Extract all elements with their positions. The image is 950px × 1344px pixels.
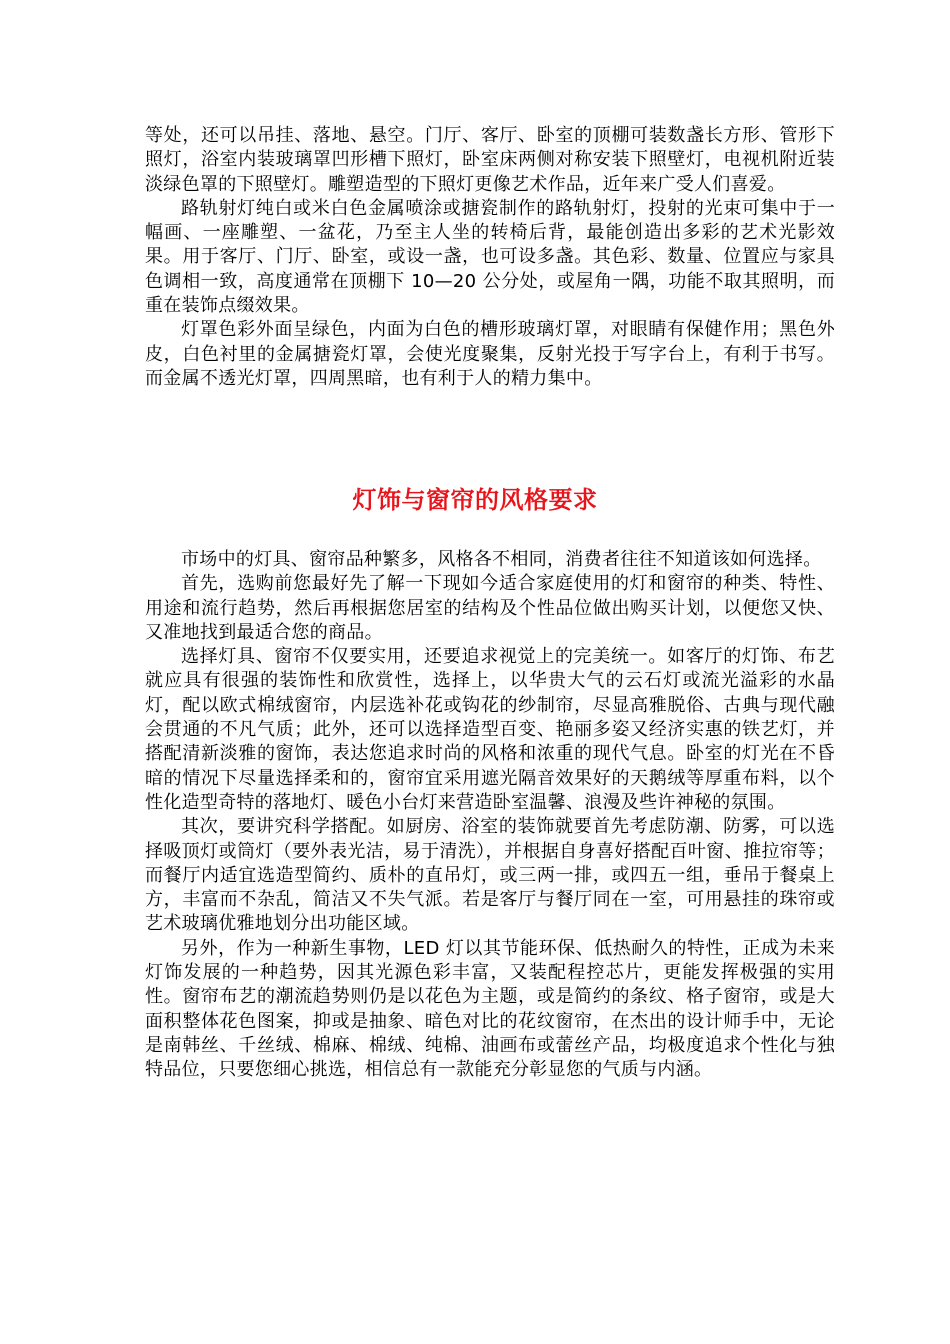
main-text-section <box>145 548 835 1083</box>
paragraph-additionally: 另外，作为一种新生事物，LED 灯以其节能环保、低热耐久的特性，正成为未来灯饰发展的一种趋势，因其光源色彩丰富，又装配程控芯片，更能发挥极强的实用性。窗帘布艺的潮流趋势则仍是以花色为主题，或是简约的条纹、格子窗帘，或是大面积整体花色图案，抑或是抽象、暗色对比的花纹窗帘，在杰出的设计师手中，无论是南韩丝、千丝绒、棉麻、棉绒、纯棉、油画布或蕾丝产品，均极度追求个性化与独特品位，只要您细心挑选，相信总有一款能充分彰显您的气质与内涵。 <box>145 937 835 1081</box>
paragraph-first: 首先，选购前您最好先了解一下现如今适合家庭使用的灯和窗帘的种类、特性、用途和流行趋势，然后再根据您居室的结构及个性品位做出购买计划，以便您又快、又准地找到最适合您的商品。 <box>145 573 835 643</box>
continued-text-section <box>145 124 835 391</box>
paragraph-visual-unity: 选择灯具、窗帘不仅要实用，还要追求视觉上的完美统一。如客厅的灯饰、布艺就应具有很强的装饰性和欣赏性，选择上，以华贵大气的云石灯或流光溢彩的水晶灯，配以欧式棉绒窗帘，内层选补花或钩花的纱制帘，尽显高雅脱俗、古典与现代融会贯通的不凡气质；此外，还可以选择造型百变、艳丽多姿又经济实惠的铁艺灯，并搭配清新淡雅的窗饰，表达您追求时尚的风格和浓重的现代气息。卧室的灯光在不昏暗的情况下尽量选择柔和的，窗帘宜采用遮光隔音效果好的天鹅绒等厚重布料，以个性化造型奇特的落地灯、暖色小台灯来营造卧室温馨、浪漫及些许神秘的氛围。 <box>145 646 835 813</box>
paragraph-track-spotlight: 路轨射灯纯白或米白色金属喷涂或搪瓷制作的路轨射灯，投射的光束可集中于一幅画、一座雕塑、一盆花，乃至主人坐的转椅后背，最能创造出多彩的艺术光影效果。用于客厅、门厅、卧室，或设一盏，也可设多盏。其色彩、数量、位置应与家具色调相一致，高度通常在顶棚下 10—20 公分处，或屋角一隅，功能不取其照明，而重在装饰点缀效果。 <box>145 197 835 317</box>
section-title: 灯饰与窗帘的风格要求 <box>352 486 598 514</box>
paragraph-lampshade-color: 灯罩色彩外面呈绿色，内面为白色的槽形玻璃灯罩，对眼睛有保健作用；黑色外皮，白色衬里的金属搪瓷灯罩，会使光度聚集，反射光投于写字台上，有利于书写。而金属不透光灯罩，四周黑暗，也有利于人的精力集中。 <box>145 319 835 389</box>
paragraph-second: 其次，要讲究科学搭配。如厨房、浴室的装饰就要首先考虑防潮、防雾，可以选择吸顶灯或筒灯（要外表光洁，易于清洗），并根据自身喜好搭配百叶窗、推拉帘等；而餐厅内适宜选造型简约、质朴的直吊灯，或三两一排，或四五一组，垂吊于餐桌上方，丰富而不杂乱，简洁又不失气派。若是客厅与餐厅同在一室，可用悬挂的珠帘或艺术玻璃优雅地划分出功能区域。 <box>145 816 835 935</box>
paragraph-intro: 市场中的灯具、窗帘品种繁多，风格各不相同，消费者往往不知道该如何选择。 <box>181 549 822 570</box>
paragraph-downlight-continued: 等处，还可以吊挂、落地、悬空。门厅、客厅、卧室的顶棚可装数盏长方形、管形下照灯，浴室内装玻璃罩凹形槽下照灯，卧室床两侧对称安装下照壁灯，电视机附近装淡绿色罩的下照壁灯。雕塑造型的下照灯更像艺术作品，近年来广受人们喜爱。 <box>145 125 835 195</box>
